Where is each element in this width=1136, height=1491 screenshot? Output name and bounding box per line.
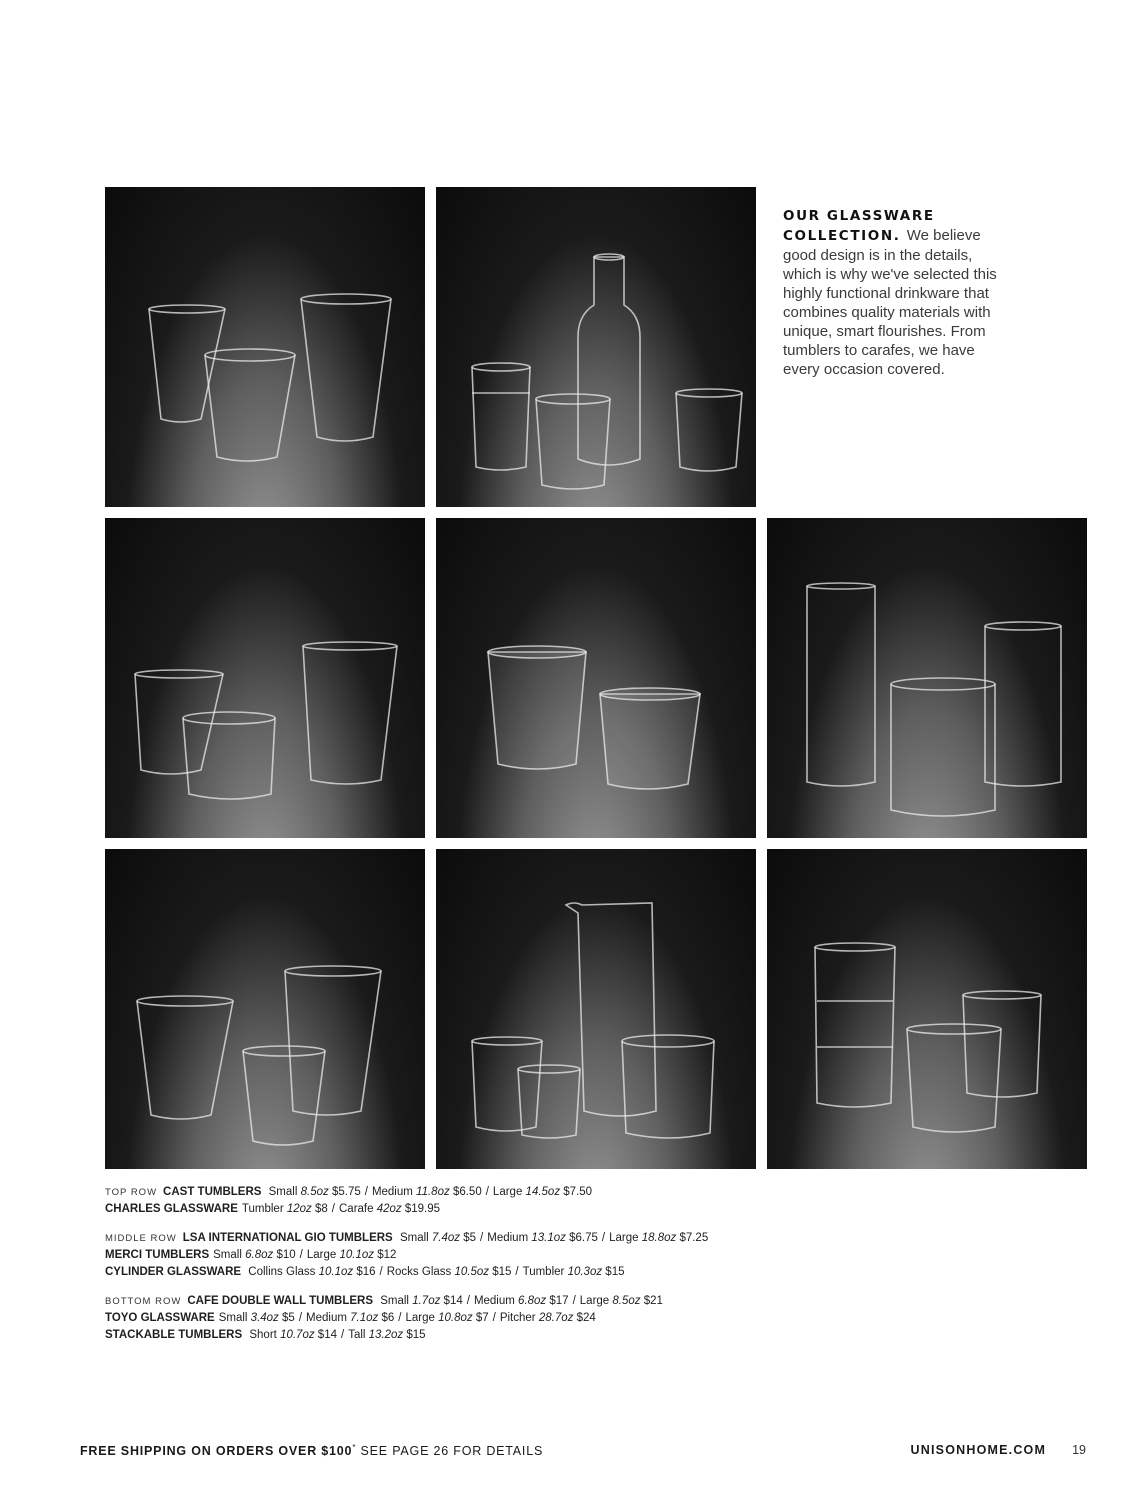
caption-charles-glassware: CHARLES GLASSWARE Tumbler 12oz $8 / Carafe 42oz $19.95 [105, 1203, 441, 1215]
caption-bottom-row [105, 1293, 1005, 1344]
caption-stackable-tumblers: STACKABLE TUMBLERS Short 10.7oz $14 / Tall 13.2oz $15 [105, 1329, 426, 1341]
collection-heading: OUR GLASSWARE COLLECTION. [783, 208, 935, 244]
photo-cylinder-glassware [767, 518, 1087, 838]
photo-cast-tumblers [105, 187, 425, 507]
caption-toyo-glassware: TOYO GLASSWARE Small 3.4oz $5 / Medium 7.1oz $6 / Large 10.8oz $7 / Pitcher 28.7oz $24 [105, 1312, 596, 1324]
photo-toyo-glassware [436, 849, 756, 1169]
footer-shipping [80, 1443, 543, 1458]
collection-description: We believe good design is in the details, which is why we've selected this highly functional drinkware that combines quality materials with unique, smart flourishes. From tumblers to carafes, we have every occasion covered. [783, 227, 997, 378]
caption-lsa-gio-tumblers: MIDDLE ROW LSA INTERNATIONAL GIO TUMBLERS Small 7.4oz $5 / Medium 13.1oz $6.75 / Large 18.8oz $7.25 [105, 1232, 709, 1244]
intro-text [783, 206, 998, 379]
caption-cafe-double-wall-tumblers: BOTTOM ROW CAFE DOUBLE WALL TUMBLERS Small 1.7oz $14 / Medium 6.8oz $17 / Large 8.5oz $21 [105, 1295, 663, 1307]
photo-cafe-double-wall-tumblers [105, 849, 425, 1169]
photo-charles-glassware [436, 187, 756, 507]
site-url[interactable]: UNISONHOME.COM [910, 1443, 1047, 1457]
caption-merci-tumblers: MERCI TUMBLERS Small 6.8oz $10 / Large 10.1oz $12 [105, 1249, 397, 1261]
caption-cast-tumblers: TOP ROW CAST TUMBLERS Small 8.5oz $5.75 / Medium 11.8oz $6.50 / Large 14.5oz $7.50 [105, 1186, 593, 1198]
caption-cylinder-glassware: CYLINDER GLASSWARE Collins Glass 10.1oz $16 / Rocks Glass 10.5oz $15 / Tumbler 10.3oz $15 [105, 1266, 625, 1278]
shipping-asterisk: * [352, 1443, 357, 1452]
photo-stackable-tumblers [767, 849, 1087, 1169]
caption-middle-row [105, 1230, 1005, 1281]
product-captions [105, 1184, 1005, 1356]
page-number: 19 [1072, 1443, 1086, 1457]
footer-right [911, 1443, 1086, 1457]
photo-lsa-gio-tumblers [105, 518, 425, 838]
caption-top-row [105, 1184, 1005, 1218]
shipping-details-text: SEE PAGE 26 FOR DETAILS [360, 1444, 544, 1459]
photo-merci-tumblers [436, 518, 756, 838]
free-shipping-text: FREE SHIPPING ON ORDERS OVER $100 [80, 1444, 353, 1459]
